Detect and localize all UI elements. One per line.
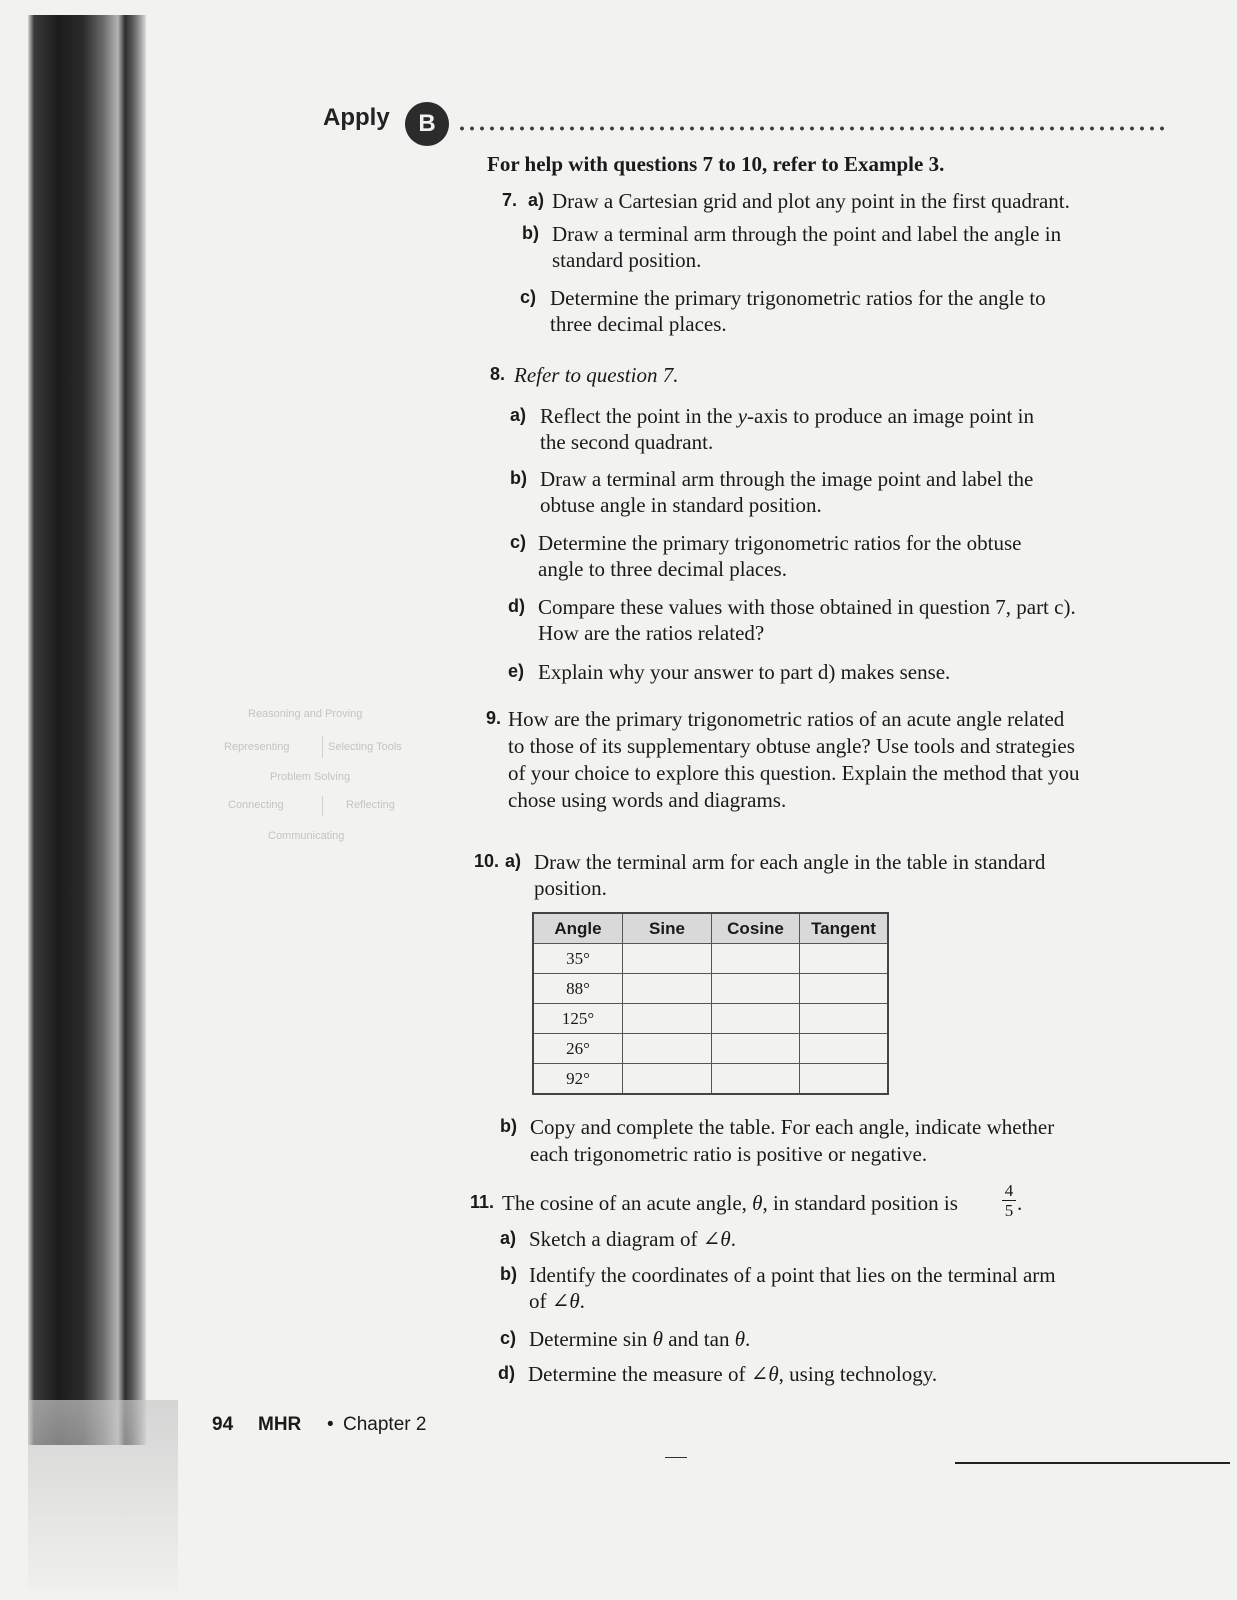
angle-ratio-table <box>532 912 889 1095</box>
q10-a-line1: Draw the terminal arm for each angle in the table in standard <box>534 850 1046 874</box>
q7-c-label: c) <box>520 287 537 307</box>
q8-c-line2: angle to three decimal places. <box>538 557 787 581</box>
q11-d-text: Determine the measure of ∠θ, using technology. <box>528 1362 938 1386</box>
angle-cell: 88° <box>533 974 623 1004</box>
cosine-cell <box>712 1004 800 1034</box>
stray-mark <box>665 1457 687 1458</box>
apply-heading: Apply <box>323 104 390 131</box>
process-divider <box>322 736 323 758</box>
q7-c-line2: three decimal places. <box>550 312 727 336</box>
q7-number: 7. <box>502 190 518 210</box>
angle-cell: 35° <box>533 944 623 974</box>
table-header-row <box>533 913 888 944</box>
q8-d-line2: How are the ratios related? <box>538 621 765 645</box>
footer-bullet: • <box>327 1414 334 1435</box>
process-reasoning: Reasoning and Proving <box>248 708 363 720</box>
q10-b-line1: Copy and complete the table. For each angle, indicate whether <box>530 1115 1055 1139</box>
angle-cell: 26° <box>533 1034 623 1064</box>
process-reflecting: Reflecting <box>346 799 395 811</box>
q8-b-line1: Draw a terminal arm through the image point and label the <box>540 467 1034 491</box>
q11-b-line2: of ∠θ. <box>529 1289 585 1313</box>
q9-line2: to those of its supplementary obtuse angle? Use tools and strategies <box>508 734 1075 758</box>
cosine-cell <box>712 944 800 974</box>
angle-cell: 92° <box>533 1064 623 1095</box>
table-row <box>533 1064 888 1095</box>
table-row <box>533 1004 888 1034</box>
process-communicating: Communicating <box>268 830 345 842</box>
cosine-cell <box>712 1034 800 1064</box>
header-tangent: Tangent <box>800 913 889 944</box>
q10-a-line2: position. <box>534 876 607 900</box>
sine-cell <box>623 1004 712 1034</box>
tangent-cell <box>800 1034 889 1064</box>
header-cosine: Cosine <box>712 913 800 944</box>
q8-b-line2: obtuse angle in standard position. <box>540 493 822 517</box>
cosine-cell <box>712 1064 800 1095</box>
angle-cell: 125° <box>533 1004 623 1034</box>
process-problem-solving: Problem Solving <box>270 771 351 783</box>
sine-cell <box>623 974 712 1004</box>
q7-c-line1: Determine the primary trigonometric ratios for the angle to <box>550 286 1046 310</box>
header-angle: Angle <box>533 913 623 944</box>
process-representing: Representing <box>224 741 290 753</box>
scan-binding-shadow <box>28 15 146 1445</box>
q10-number: 10. <box>474 851 500 871</box>
page-bottom-rule <box>955 1462 1230 1464</box>
q8-c-line1: Determine the primary trigonometric ratios for the obtuse <box>538 531 1022 555</box>
table-row <box>533 944 888 974</box>
process-divider-2 <box>322 796 323 816</box>
cosine-cell <box>712 974 800 1004</box>
q8-intro: Refer to question 7. <box>514 363 679 387</box>
q8-d-line1: Compare these values with those obtained in question 7, part c). <box>538 595 1076 619</box>
q8-a-label: a) <box>510 405 527 425</box>
q10-b-label: b) <box>500 1116 517 1136</box>
tangent-cell <box>800 1064 889 1095</box>
q11-stem-end: . <box>1017 1191 1023 1215</box>
tangent-cell <box>800 944 889 974</box>
tangent-cell <box>800 1004 889 1034</box>
fraction-denominator: 5 <box>1004 1201 1014 1220</box>
level-badge-icon: B <box>405 102 449 146</box>
header-sine: Sine <box>623 913 712 944</box>
q11-a-text: Sketch a diagram of ∠θ. <box>529 1227 736 1251</box>
q7-b-label: b) <box>522 223 539 243</box>
q7-b-line1: Draw a terminal arm through the point and label the angle in <box>552 222 1062 246</box>
q8-d-label: d) <box>508 596 525 616</box>
chapter-label: Chapter 2 <box>343 1414 427 1435</box>
q8-e-label: e) <box>508 661 525 681</box>
q11-a-label: a) <box>500 1228 517 1248</box>
q7-a-label: a) <box>528 190 545 210</box>
q11-stem: The cosine of an acute angle, θ, in standard position is <box>502 1191 958 1215</box>
table-row <box>533 1034 888 1064</box>
q11-number: 11. <box>470 1192 495 1212</box>
q8-b-label: b) <box>510 468 527 488</box>
q7-a-text: Draw a Cartesian grid and plot any point in the first quadrant. <box>552 189 1070 213</box>
q11-c-label: c) <box>500 1328 517 1348</box>
q8-e-text: Explain why your answer to part d) makes sense. <box>538 660 951 684</box>
tangent-cell <box>800 974 889 1004</box>
q8-a-line1: Reflect the point in the y-axis to produce an image point in <box>540 404 1034 428</box>
dotted-leader <box>457 126 1167 131</box>
fraction-numerator: 4 <box>1004 1181 1014 1200</box>
help-line: For help with questions 7 to 10, refer to Example 3. <box>487 152 945 176</box>
q11-d-label: d) <box>498 1363 515 1383</box>
q8-number: 8. <box>490 364 506 384</box>
q8-a-line2: the second quadrant. <box>540 430 714 454</box>
table-row <box>533 974 888 1004</box>
process-connecting: Connecting <box>228 799 284 811</box>
sine-cell <box>623 1034 712 1064</box>
q8-c-label: c) <box>510 532 527 552</box>
q10-b-line2: each trigonometric ratio is positive or negative. <box>530 1142 928 1166</box>
q11-b-line1: Identify the coordinates of a point that lies on the terminal arm <box>529 1263 1056 1287</box>
q9-line4: chose using words and diagrams. <box>508 788 787 812</box>
q11-fraction <box>1002 1182 1016 1219</box>
sine-cell <box>623 944 712 974</box>
q10-a-label: a) <box>505 851 522 871</box>
q9-number: 9. <box>486 708 502 728</box>
page-number: 94 <box>212 1414 234 1435</box>
q11-c-text: Determine sin θ and tan θ. <box>529 1327 751 1351</box>
q11-b-label: b) <box>500 1264 517 1284</box>
q7-b-line2: standard position. <box>552 248 702 272</box>
q9-line1: How are the primary trigonometric ratios of an acute angle related <box>508 707 1065 731</box>
process-selecting: Selecting Tools <box>328 741 402 753</box>
scan-shadow-fade <box>28 1400 178 1590</box>
sine-cell <box>623 1064 712 1095</box>
q9-line3: of your choice to explore this question. Explain the method that you <box>508 761 1080 785</box>
publisher-name: MHR <box>258 1414 302 1435</box>
